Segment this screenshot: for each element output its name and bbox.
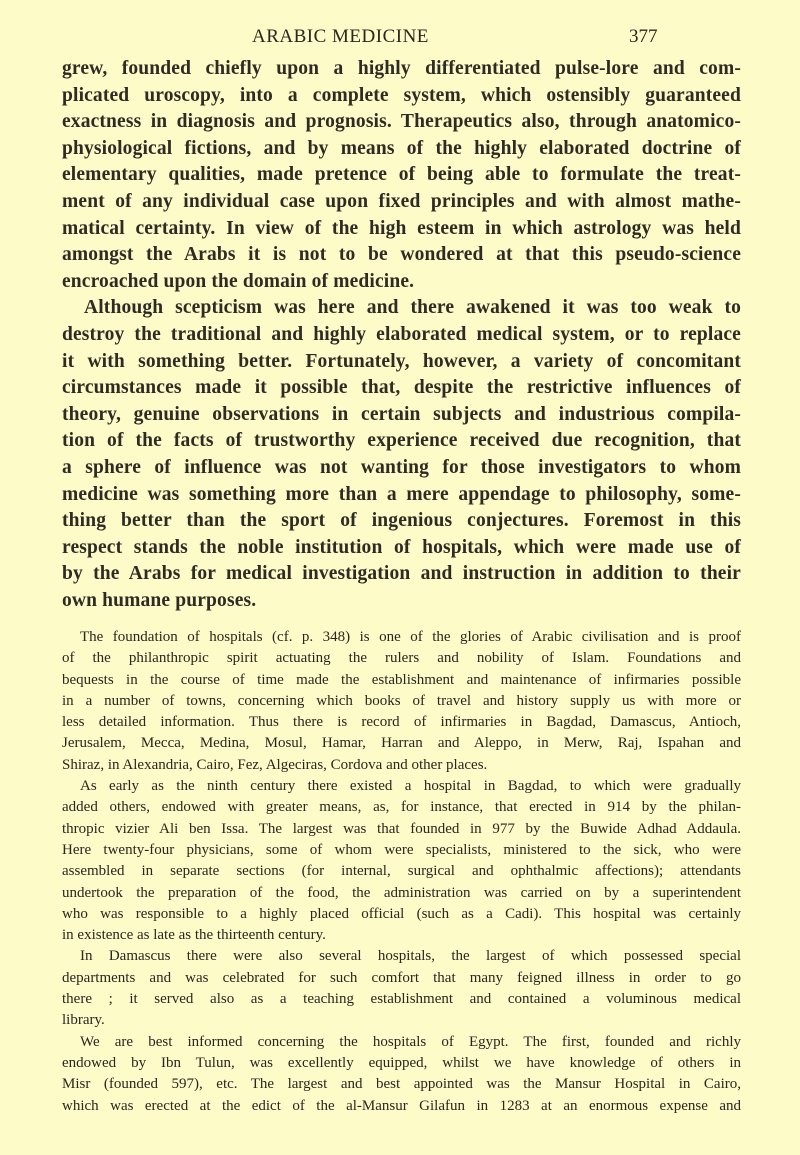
- footnote-line: of the philanthropic spirit actuating the rulers and nobility of Islam. Foundations and: [62, 650, 741, 667]
- running-title: ARABIC MEDICINE: [252, 26, 429, 47]
- body-text-line: encroached upon the domain of medicine.: [62, 270, 415, 292]
- body-text-line: Although scepticism was here and there awakened it was too weak to: [84, 297, 741, 319]
- body-text-line: circumstances made it possible that, despite the restrictive influences of: [62, 377, 741, 399]
- body-text-line: amongst the Arabs it is not to be wondered at that this pseudo-science: [62, 244, 741, 266]
- body-text-line: grew, founded chiefly upon a highly differentiated pulse-lore and com-: [62, 58, 741, 79]
- body-text-line: matical certainty. In view of the high esteem in which astrology was held: [62, 217, 741, 239]
- footnote-line: who was responsible to a highly placed official (such as a Cadi). This hospital was certainly: [62, 905, 741, 922]
- body-text-line: plicated uroscopy, into a complete system, which ostensibly guaranteed: [62, 84, 741, 106]
- footnote-text: [62, 627, 741, 1117]
- footnote-line: In Damascus there were also several hospitals, the largest of which possessed special: [80, 948, 741, 965]
- footnote-line: Misr (founded 597), etc. The largest and best appointed was the Mansur Hospital in Cairo,: [62, 1076, 741, 1093]
- footnote-line: thropic vizier Ali ben Issa. The largest was that founded in 977 by the Buwide Adhad Addaula.: [62, 820, 741, 837]
- footnote-line: assembled in separate sections (for internal, surgical and ophthalmic affections); attendants: [62, 863, 741, 880]
- body-text-line: a sphere of influence was not wanting for those investigators to whom: [62, 456, 741, 478]
- body-text-line: ment of any individual case upon fixed principles and with almost mathe-: [62, 190, 741, 212]
- body-text-line: elementary qualities, made pretence of being able to formulate the treat-: [62, 164, 741, 186]
- footnote-line: Shiraz, in Alexandria, Cairo, Fez, Algeciras, Cordova and other places.: [62, 756, 488, 773]
- footnote-line: library.: [62, 1012, 105, 1029]
- footnote-line: added others, endowed with greater means, as, for instance, that erected in 914 by the philan-: [62, 799, 741, 816]
- footnote-line: Jerusalem, Mecca, Medina, Mosul, Hamar, Harran and Aleppo, in Merw, Raj, Ispahan and: [62, 735, 741, 752]
- footnote-line: bequests in the course of time made the establishment and maintenance of infirmaries possible: [62, 671, 741, 688]
- footnote-line: which was erected at the edict of the al-Mansur Gilafun in 1283 at an enormous expense and: [62, 1097, 741, 1114]
- body-text-line: by the Arabs for medical investigation and instruction in addition to their: [62, 563, 741, 585]
- footnote-line: there ; it served also as a teaching establishment and contained a voluminous medical: [62, 991, 741, 1008]
- footnote-line: The foundation of hospitals (cf. p. 348) is one of the glories of Arabic civilisation and is proof: [80, 629, 741, 645]
- footnote-line: in a number of towns, concerning which books of travel and history supply us with more or: [62, 692, 741, 709]
- page-number: 377: [629, 26, 658, 47]
- body-text-line: exactness in diagnosis and prognosis. Therapeutics also, through anatomico-: [62, 111, 741, 133]
- footnote-line: less detailed information. Thus there is record of infirmaries in Bagdad, Damascus, Antioch,: [62, 714, 741, 731]
- footnote-line: As early as the ninth century there existed a hospital in Bagdad, to which were gradually: [80, 778, 741, 795]
- running-header: [0, 26, 800, 50]
- footnote-line: We are best informed concerning the hospitals of Egypt. The first, founded and richly: [80, 1033, 741, 1050]
- body-text-line: respect stands the noble institution of hospitals, which were made use of: [62, 536, 741, 558]
- body-text-line: theory, genuine observations in certain subjects and industrious compila-: [62, 403, 741, 425]
- footnote-line: in existence as late as the thirteenth century.: [62, 927, 326, 944]
- body-text-line: tion of the facts of trustworthy experience received due recognition, that: [62, 430, 741, 452]
- body-text-line: thing better than the sport of ingenious conjectures. Foremost in this: [62, 510, 741, 532]
- footnote-line: undertook the preparation of the food, the administration was carried on by a superintendent: [62, 884, 741, 901]
- footnote-line: Here twenty-four physicians, some of whom were specialists, ministered to the sick, who were: [62, 841, 741, 858]
- body-text-line: destroy the traditional and highly elaborated medical system, or to replace: [62, 323, 741, 345]
- footnote-line: endowed by Ibn Tulun, was excellently equipped, whilst we have knowledge of others in: [62, 1054, 741, 1071]
- body-text-line: own humane purposes.: [62, 589, 257, 611]
- footnote-line: departments and was celebrated for such comfort that many feigned illness in order to go: [62, 969, 741, 986]
- body-text: [62, 56, 741, 614]
- body-text-line: medicine was something more than a mere appendage to philosophy, some-: [62, 483, 741, 505]
- body-text-line: it with something better. Fortunately, however, a variety of concomitant: [62, 350, 741, 372]
- body-text-line: physiological fictions, and by means of the highly elaborated doctrine of: [62, 137, 741, 159]
